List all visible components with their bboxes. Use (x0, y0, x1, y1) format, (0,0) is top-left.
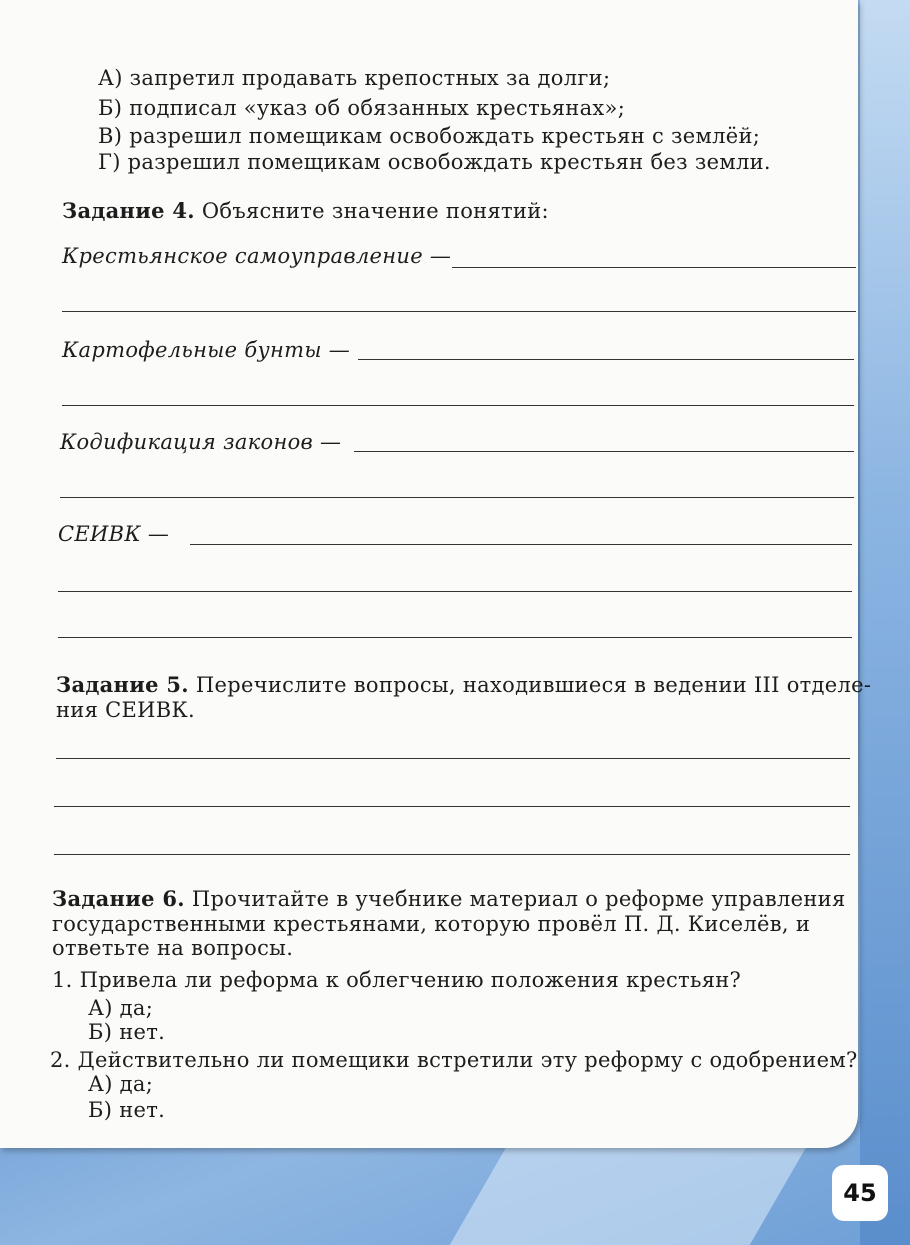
background-decoration (860, 0, 910, 1245)
task5-text-1: Перечислите вопросы, находившиеся в ведении III отделе- (195, 673, 872, 697)
task4-text: Объясните значение понятий: (201, 199, 549, 223)
term-seivk: СЕИВК — (58, 522, 170, 546)
page-number: 45 (832, 1165, 888, 1221)
answer-line[interactable] (58, 591, 852, 592)
option-v: В) разрешил помещикам освобождать крестьян с землёй; (98, 124, 761, 148)
question-1: 1. Привела ли реформа к облегчению положения крестьян? (52, 968, 742, 992)
task5-text-2: ния СЕИВК. (56, 698, 195, 722)
answer-line[interactable] (62, 405, 854, 406)
task5-heading (56, 672, 871, 697)
term-peasant-self-government: Крестьянское самоуправление — (62, 244, 452, 268)
task6-text-1: Прочитайте в учебнике материал о реформе управления (191, 887, 846, 911)
question-2-option-a[interactable]: А) да; (88, 1072, 154, 1096)
task5-label: Задание 5. (56, 672, 189, 697)
option-b: Б) подписал «указ об обязанных крестьянах»; (98, 96, 626, 120)
task6-text-3: ответьте на вопросы. (52, 936, 294, 960)
task6-label: Задание 6. (52, 886, 185, 911)
option-a: А) запретил продавать крепостных за долги; (98, 66, 611, 90)
background-decoration (450, 1140, 811, 1245)
task4-label: Задание 4. (62, 198, 195, 223)
term-potato-riots: Картофельные бунты — (62, 338, 351, 362)
answer-line[interactable] (62, 311, 856, 312)
answer-line[interactable] (58, 637, 852, 638)
question-1-option-a[interactable]: А) да; (88, 996, 154, 1020)
answer-line[interactable] (56, 758, 850, 759)
task6-heading (52, 886, 846, 911)
question-2-option-b[interactable]: Б) нет. (88, 1098, 166, 1122)
answer-line[interactable] (54, 854, 850, 855)
answer-line[interactable] (60, 497, 854, 498)
answer-line[interactable] (358, 359, 854, 360)
question-2: 2. Действительно ли помещики встретили эту реформу с одобрением? (50, 1048, 858, 1072)
option-g: Г) разрешил помещикам освобождать крестьян без земли. (98, 150, 771, 174)
answer-line[interactable] (452, 267, 856, 268)
answer-line[interactable] (354, 451, 854, 452)
question-1-option-b[interactable]: Б) нет. (88, 1020, 166, 1044)
term-codification: Кодификация законов — (60, 430, 342, 454)
answer-line[interactable] (190, 544, 852, 545)
task6-text-2: государственными крестьянами, которую провёл П. Д. Киселёв, и (52, 912, 811, 936)
answer-line[interactable] (54, 806, 850, 807)
task4-heading (62, 198, 549, 223)
